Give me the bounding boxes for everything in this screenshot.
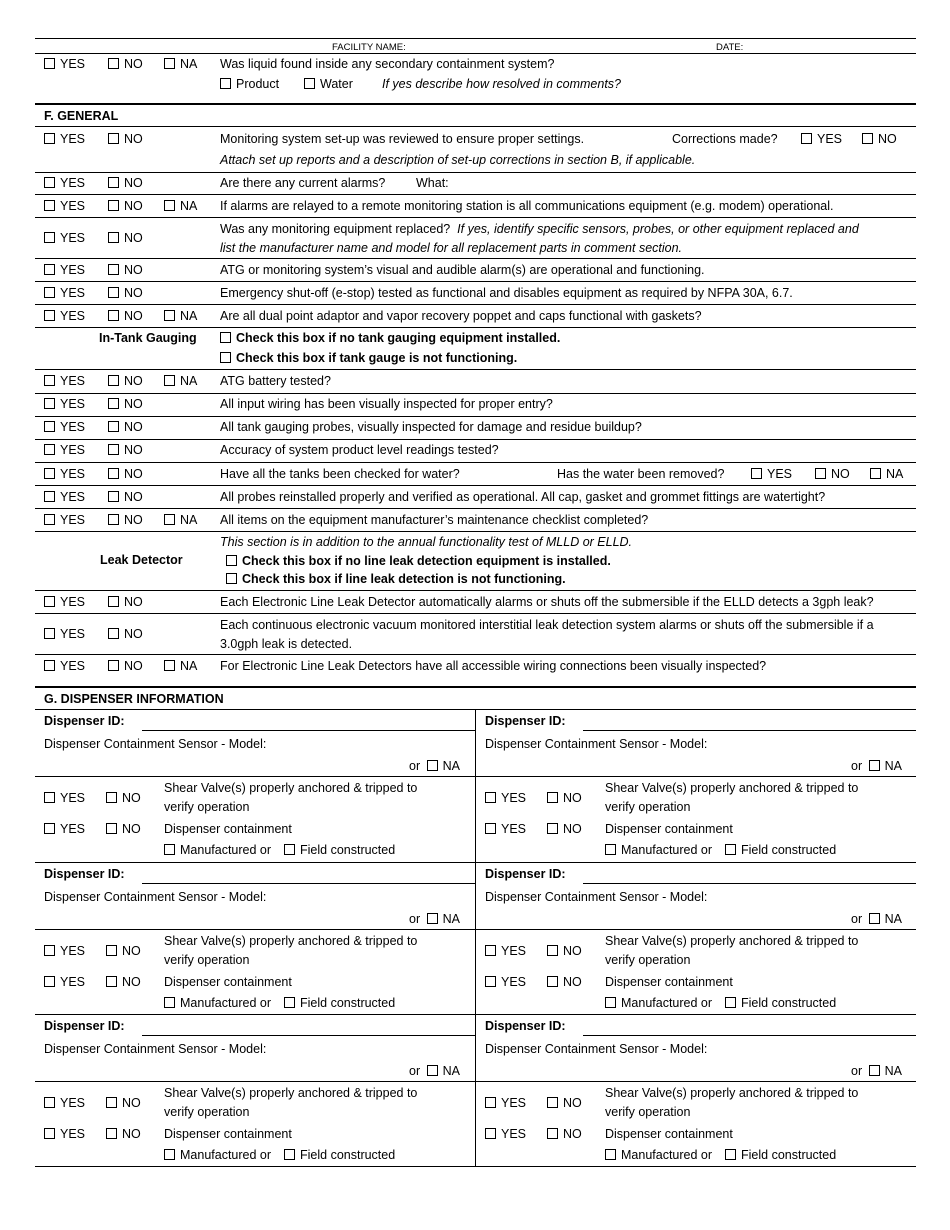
q12-yes-checkbox[interactable]: YES — [44, 467, 85, 482]
rule — [35, 194, 916, 195]
secondary-na-checkbox[interactable]: NA — [164, 57, 197, 72]
sensor-model-label: Dispenser Containment Sensor - Model: — [485, 737, 708, 751]
water-removed-na-checkbox[interactable]: NA — [870, 467, 903, 482]
q10-yes-checkbox[interactable]: YES — [44, 420, 85, 435]
containment-no-checkbox[interactable]: NO — [106, 975, 141, 990]
rule — [476, 776, 916, 777]
q15-question: Each Electronic Line Leak Detector automatically alarms or shuts off the submersible if the ELLD detects a 3gph leak? — [220, 595, 874, 609]
rule — [35, 485, 916, 486]
leak-detector-label: Leak Detector — [100, 553, 183, 567]
rule — [35, 508, 916, 509]
rule — [35, 416, 916, 417]
rule — [35, 126, 916, 127]
dispenser-containment-label: Dispenser containment — [164, 1127, 292, 1141]
sensor-na-checkbox[interactable]: or NA — [851, 1064, 902, 1078]
q12-question: Have all the tanks been checked for water? — [220, 467, 460, 481]
water-removed-label: Has the water been removed? — [557, 467, 725, 481]
q7-question: Are all dual point adaptor and vapor recovery poppet and caps functional with gaskets? — [220, 309, 702, 323]
q13-yes-checkbox[interactable]: YES — [44, 490, 85, 505]
shear-valve-yes-checkbox[interactable]: YES — [44, 791, 85, 806]
shear-valve-no-checkbox[interactable]: NO — [547, 791, 582, 806]
rule — [35, 369, 916, 370]
dispenser-id-label: Dispenser ID: — [485, 1019, 566, 1033]
sensor-model-label: Dispenser Containment Sensor - Model: — [485, 890, 708, 904]
q8-yes-checkbox[interactable]: YES — [44, 374, 85, 389]
q3-na-checkbox[interactable]: NA — [164, 199, 197, 214]
header-top-rule — [35, 38, 916, 39]
q11-yes-checkbox[interactable]: YES — [44, 443, 85, 458]
water-checkbox[interactable]: Water — [304, 77, 353, 92]
rule — [476, 929, 916, 930]
q16-yes-checkbox[interactable]: YES — [44, 627, 85, 642]
containment-yes-checkbox[interactable]: YES — [485, 975, 526, 990]
q16-no-checkbox[interactable]: NO — [108, 627, 143, 642]
shear-valve-yes-checkbox[interactable]: YES — [485, 1096, 526, 1111]
dispenser-containment-label: Dispenser containment — [164, 822, 292, 836]
sensor-model-label: Dispenser Containment Sensor - Model: — [485, 1042, 708, 1056]
containment-yes-checkbox[interactable]: YES — [485, 1127, 526, 1142]
q5-question: ATG or monitoring system’s visual and audible alarm(s) are operational and functioning. — [220, 263, 705, 277]
rule — [35, 304, 916, 305]
q10-no-checkbox[interactable]: NO — [108, 420, 143, 435]
section-g-title: G. DISPENSER INFORMATION — [44, 692, 224, 706]
manufactured-checkbox[interactable]: Manufactured or — [605, 1148, 712, 1163]
manufactured-checkbox[interactable]: Manufactured or — [164, 996, 271, 1011]
q2-what-label: What: — [416, 176, 449, 190]
q1-note: Attach set up reports and a description of set-up corrections in section B, if applicable. — [220, 153, 696, 167]
q16-question-cont: 3.0gph leak is detected. — [220, 637, 353, 651]
rule — [35, 862, 916, 863]
manufactured-checkbox[interactable]: Manufactured or — [605, 996, 712, 1011]
q6-no-checkbox[interactable]: NO — [108, 286, 143, 301]
manufactured-checkbox[interactable]: Manufactured or — [164, 1148, 271, 1163]
q5-yes-checkbox[interactable]: YES — [44, 263, 85, 278]
containment-no-checkbox[interactable]: NO — [547, 975, 582, 990]
q6-yes-checkbox[interactable]: YES — [44, 286, 85, 301]
dispenser-column-divider — [475, 709, 476, 1167]
q10-question: All tank gauging probes, visually inspected for damage and residue buildup? — [220, 420, 642, 434]
shear-valve-label-cont: verify operation — [605, 953, 691, 967]
dispenser-id-field[interactable] — [583, 883, 916, 884]
q4-question: Was any monitoring equipment replaced? If yes, identify specific sensors, probes, or other equipment replaced and — [220, 222, 859, 236]
dispenser-id-label: Dispenser ID: — [44, 867, 125, 881]
q3-no-checkbox[interactable]: NO — [108, 199, 143, 214]
dispenser-containment-label: Dispenser containment — [605, 975, 733, 989]
secondary-no-checkbox[interactable]: NO — [108, 57, 143, 72]
q17-na-checkbox[interactable]: NA — [164, 659, 197, 674]
sensor-model-label: Dispenser Containment Sensor - Model: — [44, 737, 267, 751]
q8-na-checkbox[interactable]: NA — [164, 374, 197, 389]
shear-valve-label: Shear Valve(s) properly anchored & tripped to — [605, 1086, 859, 1100]
shear-valve-label: Shear Valve(s) properly anchored & tripped to — [164, 934, 418, 948]
q3-yes-checkbox[interactable]: YES — [44, 199, 85, 214]
q7-na-checkbox[interactable]: NA — [164, 309, 197, 324]
rule — [35, 393, 916, 394]
field-constructed-checkbox[interactable]: Field constructed — [725, 843, 836, 858]
containment-no-checkbox[interactable]: NO — [106, 822, 141, 837]
q7-yes-checkbox[interactable]: YES — [44, 309, 85, 324]
sensor-na-checkbox[interactable]: or NA — [409, 759, 460, 773]
facility-name-label: FACILITY NAME: — [332, 42, 406, 53]
q14-yes-checkbox[interactable]: YES — [44, 513, 85, 528]
q17-no-checkbox[interactable]: NO — [108, 659, 143, 674]
tank-gauge-not-functioning-checkbox[interactable]: Check this box if tank gauge is not functioning. — [220, 351, 517, 366]
q6-question: Emergency shut-off (e-stop) tested as functional and disables equipment as required by NFPA 30A, 6.7. — [220, 286, 793, 300]
q9-no-checkbox[interactable]: NO — [108, 397, 143, 412]
dispenser-containment-label: Dispenser containment — [164, 975, 292, 989]
water-removed-no-checkbox[interactable]: NO — [815, 467, 850, 482]
q11-no-checkbox[interactable]: NO — [108, 443, 143, 458]
sensor-model-label: Dispenser Containment Sensor - Model: — [44, 890, 267, 904]
shear-valve-label-cont: verify operation — [164, 800, 250, 814]
shear-valve-yes-checkbox[interactable]: YES — [485, 944, 526, 959]
dispenser-id-field[interactable] — [583, 1035, 916, 1036]
shear-valve-label: Shear Valve(s) properly anchored & tripped to — [605, 781, 859, 795]
line-leak-not-functioning-checkbox[interactable]: Check this box if line leak detection is not functioning. — [226, 572, 566, 587]
q14-question: All items on the equipment manufacturer’s maintenance checklist completed? — [220, 513, 649, 527]
shear-valve-label: Shear Valve(s) properly anchored & tripped to — [164, 781, 418, 795]
q13-question: All probes reinstalled properly and verified as operational. All cap, gasket and grommet fittings are watertight? — [220, 490, 826, 504]
dispenser-id-field[interactable] — [142, 883, 475, 884]
corrections-made-label: Corrections made? — [672, 132, 778, 146]
shear-valve-no-checkbox[interactable]: NO — [106, 1096, 141, 1111]
rule — [35, 172, 916, 173]
dispenser-id-label: Dispenser ID: — [44, 1019, 125, 1033]
q8-question: ATG battery tested? — [220, 374, 331, 388]
dispenser-containment-label: Dispenser containment — [605, 1127, 733, 1141]
q9-yes-checkbox[interactable]: YES — [44, 397, 85, 412]
date-label: DATE: — [716, 42, 744, 53]
shear-valve-no-checkbox[interactable]: NO — [106, 791, 141, 806]
leak-detector-note: This section is in addition to the annual functionality test of MLLD or ELLD. — [220, 535, 633, 549]
q13-no-checkbox[interactable]: NO — [108, 490, 143, 505]
sensor-na-checkbox[interactable]: or NA — [851, 759, 902, 773]
q1-no-checkbox[interactable]: NO — [108, 132, 143, 147]
q7-no-checkbox[interactable]: NO — [108, 309, 143, 324]
sensor-model-label: Dispenser Containment Sensor - Model: — [44, 1042, 267, 1056]
header-bottom-rule — [35, 53, 916, 54]
q2-yes-checkbox[interactable]: YES — [44, 176, 85, 191]
section-g-bottom-rule — [35, 1166, 916, 1167]
rule — [35, 462, 916, 463]
q12-no-checkbox[interactable]: NO — [108, 467, 143, 482]
rule — [35, 590, 916, 591]
field-constructed-checkbox[interactable]: Field constructed — [284, 1148, 395, 1163]
no-line-leak-detection-checkbox[interactable]: Check this box if no line leak detection equipment is installed. — [226, 554, 611, 569]
shear-valve-label-cont: verify operation — [164, 1105, 250, 1119]
rule — [35, 1014, 916, 1015]
rule — [35, 531, 916, 532]
q15-yes-checkbox[interactable]: YES — [44, 595, 85, 610]
q17-yes-checkbox[interactable]: YES — [44, 659, 85, 674]
rule — [35, 327, 916, 328]
containment-yes-checkbox[interactable]: YES — [485, 822, 526, 837]
rule — [35, 613, 916, 614]
q2-no-checkbox[interactable]: NO — [108, 176, 143, 191]
dispenser-id-label: Dispenser ID: — [485, 714, 566, 728]
q4-note: list the manufacturer name and model for all replacement parts in comment section. — [220, 241, 683, 255]
dispenser-id-field[interactable] — [142, 730, 475, 731]
rule — [35, 654, 916, 655]
in-tank-gauging-label: In-Tank Gauging — [99, 331, 197, 345]
field-constructed-checkbox[interactable]: Field constructed — [284, 996, 395, 1011]
shear-valve-no-checkbox[interactable]: NO — [547, 1096, 582, 1111]
shear-valve-label-cont: verify operation — [164, 953, 250, 967]
product-checkbox[interactable]: Product — [220, 77, 279, 92]
dispenser-id-label: Dispenser ID: — [44, 714, 125, 728]
sensor-na-checkbox[interactable]: or NA — [409, 1064, 460, 1078]
q8-no-checkbox[interactable]: NO — [108, 374, 143, 389]
dispenser-id-field[interactable] — [142, 1035, 475, 1036]
manufactured-checkbox[interactable]: Manufactured or — [164, 843, 271, 858]
rule — [35, 217, 916, 218]
section-f-top-rule — [35, 103, 916, 105]
secondary-yes-checkbox[interactable]: YES — [44, 57, 85, 72]
shear-valve-label-cont: verify operation — [605, 800, 691, 814]
q14-na-checkbox[interactable]: NA — [164, 513, 197, 528]
field-constructed-checkbox[interactable]: Field constructed — [725, 1148, 836, 1163]
shear-valve-label: Shear Valve(s) properly anchored & tripped to — [605, 934, 859, 948]
shear-valve-yes-checkbox[interactable]: YES — [44, 1096, 85, 1111]
rule — [35, 1081, 475, 1082]
dispenser-id-field[interactable] — [583, 730, 916, 731]
corrections-yes-checkbox[interactable]: YES — [801, 132, 842, 147]
q4-no-checkbox[interactable]: NO — [108, 231, 143, 246]
sensor-na-checkbox[interactable]: or NA — [851, 912, 902, 926]
sensor-na-checkbox[interactable]: or NA — [409, 912, 460, 926]
q1-yes-checkbox[interactable]: YES — [44, 132, 85, 147]
containment-no-checkbox[interactable]: NO — [547, 1127, 582, 1142]
q9-question: All input wiring has been visually inspected for proper entry? — [220, 397, 553, 411]
rule — [35, 929, 475, 930]
q2-question: Are there any current alarms? — [220, 176, 386, 190]
rule — [476, 1081, 916, 1082]
q11-question: Accuracy of system product level readings tested? — [220, 443, 499, 457]
section-g-top-rule — [35, 686, 916, 688]
q5-no-checkbox[interactable]: NO — [108, 263, 143, 278]
containment-no-checkbox[interactable]: NO — [106, 1127, 141, 1142]
shear-valve-label-cont: verify operation — [605, 1105, 691, 1119]
dispenser-containment-label: Dispenser containment — [605, 822, 733, 836]
shear-valve-yes-checkbox[interactable]: YES — [44, 944, 85, 959]
containment-yes-checkbox[interactable]: YES — [44, 822, 85, 837]
secondary-question: Was liquid found inside any secondary containment system? — [220, 57, 555, 71]
q4-yes-checkbox[interactable]: YES — [44, 231, 85, 246]
shear-valve-no-checkbox[interactable]: NO — [547, 944, 582, 959]
dispenser-id-label: Dispenser ID: — [485, 867, 566, 881]
rule — [35, 776, 475, 777]
secondary-note: If yes describe how resolved in comments? — [382, 77, 621, 91]
shear-valve-no-checkbox[interactable]: NO — [106, 944, 141, 959]
q15-no-checkbox[interactable]: NO — [108, 595, 143, 610]
q3-question: If alarms are relayed to a remote monitoring station is all communications equipment (e.g. modem) operational. — [220, 199, 834, 213]
q1-question: Monitoring system set-up was reviewed to ensure proper settings. — [220, 132, 585, 146]
q17-question: For Electronic Line Leak Detectors have all accessible wiring connections been visually inspected? — [220, 659, 767, 673]
shear-valve-yes-checkbox[interactable]: YES — [485, 791, 526, 806]
section-f-title: F. GENERAL — [44, 109, 119, 123]
q16-question: Each continuous electronic vacuum monitored interstitial leak detection system alarms or shuts off the submersible if a — [220, 618, 874, 632]
rule — [35, 258, 916, 259]
containment-yes-checkbox[interactable]: YES — [44, 1127, 85, 1142]
no-tank-gauge-checkbox[interactable]: Check this box if no tank gauging equipment installed. — [220, 331, 560, 346]
shear-valve-label: Shear Valve(s) properly anchored & tripped to — [164, 1086, 418, 1100]
field-constructed-checkbox[interactable]: Field constructed — [725, 996, 836, 1011]
corrections-no-checkbox[interactable]: NO — [862, 132, 897, 147]
q14-no-checkbox[interactable]: NO — [108, 513, 143, 528]
containment-no-checkbox[interactable]: NO — [547, 822, 582, 837]
field-constructed-checkbox[interactable]: Field constructed — [284, 843, 395, 858]
rule — [35, 439, 916, 440]
containment-yes-checkbox[interactable]: YES — [44, 975, 85, 990]
rule — [35, 281, 916, 282]
manufactured-checkbox[interactable]: Manufactured or — [605, 843, 712, 858]
water-removed-yes-checkbox[interactable]: YES — [751, 467, 792, 482]
